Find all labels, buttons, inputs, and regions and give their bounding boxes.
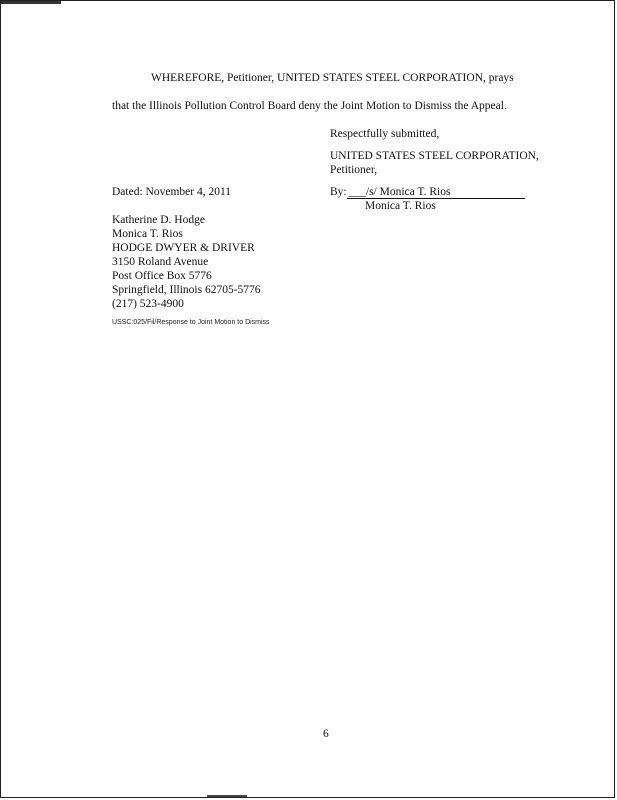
scan-edge-mark <box>207 795 247 797</box>
corporation-name: UNITED STATES STEEL CORPORATION, <box>330 150 539 162</box>
prayer-paragraph: that the Illinois Pollution Control Board deny the Joint Motion to Dismiss the Appeal. <box>112 100 507 112</box>
page-number: 6 <box>323 728 329 740</box>
attorney-address-block <box>112 213 261 311</box>
by-label: By: <box>330 186 347 198</box>
address-line: Springfield, Illinois 62705-5776 <box>112 284 261 296</box>
signature-block <box>330 185 525 199</box>
address-line: 3150 Roland Avenue <box>112 256 209 268</box>
scan-edge-mark <box>1 1 61 4</box>
wherefore-paragraph: WHEREFORE, Petitioner, UNITED STATES STEEL CORPORATION, prays <box>151 72 514 84</box>
address-line: (217) 523-4900 <box>112 298 184 310</box>
dated-line: Dated: November 4, 2011 <box>112 186 232 198</box>
signer-name: Monica T. Rios <box>365 200 436 212</box>
closing-line: Respectfully submitted, <box>330 128 440 140</box>
signature-line: ___/s/ Monica T. Rios <box>347 186 525 199</box>
address-line: Katherine D. Hodge <box>112 214 205 226</box>
file-reference: USSC:025/Fil/Response to Joint Motion to Dismiss <box>112 319 270 326</box>
address-line: Monica T. Rios <box>112 228 183 240</box>
address-line: Post Office Box 5776 <box>112 270 212 282</box>
address-line: HODGE DWYER & DRIVER <box>112 242 255 254</box>
petitioner-role: Petitioner, <box>330 164 378 176</box>
